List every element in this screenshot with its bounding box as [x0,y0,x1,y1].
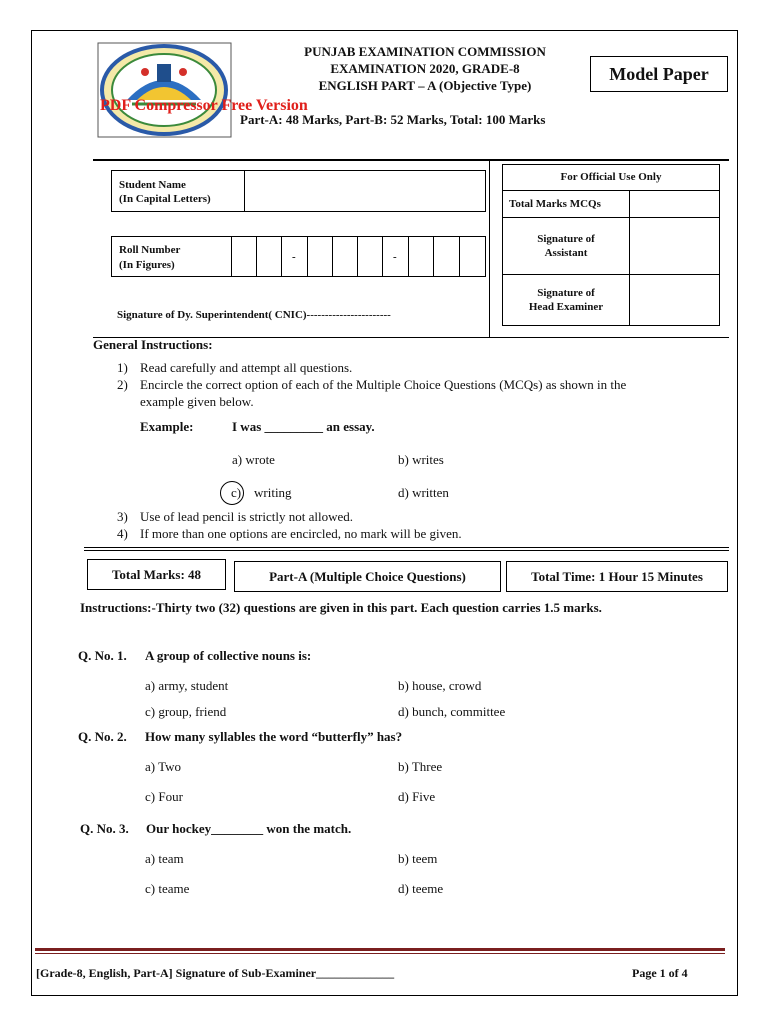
page-number: Page 1 of 4 [632,966,688,980]
footer-rule-thin [35,953,725,954]
pec-logo [97,42,232,138]
roll-digit-box[interactable] [332,236,358,277]
footer-signature-line: [Grade-8, English, Part-A] Signature of Sub-Examiner_____________ [36,966,395,980]
question-text: How many syllables the word “butterfly” has? [145,729,403,744]
instruction-number: 3) [117,509,128,524]
option-d[interactable]: d) Five [398,789,436,804]
student-name-label: Student Name [119,179,186,191]
option-c[interactable]: c) group, friend [145,704,227,719]
roll-digit-box[interactable] [357,236,383,277]
example-question: I was _________ an essay. [232,419,375,434]
question-number: Q. No. 3. [80,821,129,836]
question-text: Our hockey________ won the match. [146,821,352,836]
marks-summary: Part-A: 48 Marks, Part-B: 52 Marks, Total: 100 Marks [240,112,546,127]
option-a[interactable]: a) army, student [145,678,229,693]
roll-digit-box[interactable] [459,236,486,277]
total-marks-mcqs-label: Total Marks MCQs [509,198,601,210]
instruction-number: 1) [117,360,128,375]
total-marks-field[interactable] [629,190,720,218]
roll-digit-box[interactable] [408,236,434,277]
example-option-a: a) wrote [232,452,275,467]
option-b[interactable]: b) Three [398,759,443,774]
instruction-3: Use of lead pencil is strictly not allowed. [140,509,354,524]
head-examiner-signature-field[interactable] [629,274,720,326]
option-d[interactable]: d) teeme [398,881,444,896]
student-name-sublabel: (In Capital Letters) [119,193,211,205]
roll-separator: - [393,251,397,263]
roll-number-label: Roll Number [119,244,181,256]
instruction-4: If more than one options are encircled, no mark will be given. [140,526,462,541]
example-option-b: b) writes [398,452,444,467]
example-option-c-letter: c) [231,485,242,500]
example-label: Example: [140,419,194,434]
question-text: A group of collective nouns is: [145,648,312,663]
roll-digit-box[interactable] [307,236,333,277]
commission-title: PUNJAB EXAMINATION COMMISSION [304,44,546,59]
question-number: Q. No. 2. [78,729,127,744]
roll-number-sublabel: (In Figures) [119,259,175,271]
roll-digit-box[interactable] [231,236,257,277]
instruction-2-continued: example given below. [140,394,254,409]
roll-digit-box[interactable] [256,236,282,277]
option-b[interactable]: b) house, crowd [398,678,482,693]
part-a-box: Part-A (Multiple Choice Questions) [234,561,501,592]
instruction-2: Encircle the correct option of each of the Multiple Choice Questions (MCQs) as shown in the [140,377,627,392]
instruction-1: Read carefully and attempt all questions. [140,360,353,375]
head-examiner-signature-sublabel: Head Examiner [528,301,604,313]
subject-title: ENGLISH PART – A (Objective Type) [318,78,532,93]
example-option-c: writing [254,485,292,500]
example-option-d: d) written [398,485,449,500]
section-divider [489,159,490,338]
general-instructions-title: General Instructions: [93,337,213,352]
header-rule [93,159,729,161]
section-rule [84,547,729,548]
assistant-signature-field[interactable] [629,217,720,275]
instruction-number: 2) [117,377,128,392]
part-instructions: Instructions:-Thirty two (32) questions are given in this part. Each question carries 1.5 marks. [80,600,602,615]
roll-separator: - [292,251,296,263]
assistant-signature-sublabel: Assistant [544,247,588,259]
total-time-box: Total Time: 1 Hour 15 Minutes [506,561,728,592]
official-use-title: For Official Use Only [560,171,662,183]
option-d[interactable]: d) bunch, committee [398,704,506,719]
option-a[interactable]: a) Two [145,759,182,774]
student-name-field[interactable] [244,170,486,212]
dy-superintendent-signature: Signature of Dy. Superintendent( CNIC)----------------------- [117,309,391,321]
head-examiner-signature-label: Signature of [537,287,595,299]
model-paper-label: Model Paper [590,56,728,92]
exam-title: EXAMINATION 2020, GRADE-8 [330,61,520,76]
option-b[interactable]: b) teem [398,851,438,866]
option-c[interactable]: c) teame [145,881,190,896]
assistant-signature-label: Signature of [537,233,595,245]
total-marks-box: Total Marks: 48 [87,559,226,590]
instruction-number: 4) [117,526,128,541]
footer-rule [35,948,725,951]
section-rule [84,550,729,551]
question-number: Q. No. 1. [78,648,127,663]
option-c[interactable]: c) Four [145,789,183,804]
watermark: PDF Compressor Free Version [100,97,308,114]
roll-digit-box[interactable] [433,236,460,277]
option-a[interactable]: a) team [145,851,184,866]
